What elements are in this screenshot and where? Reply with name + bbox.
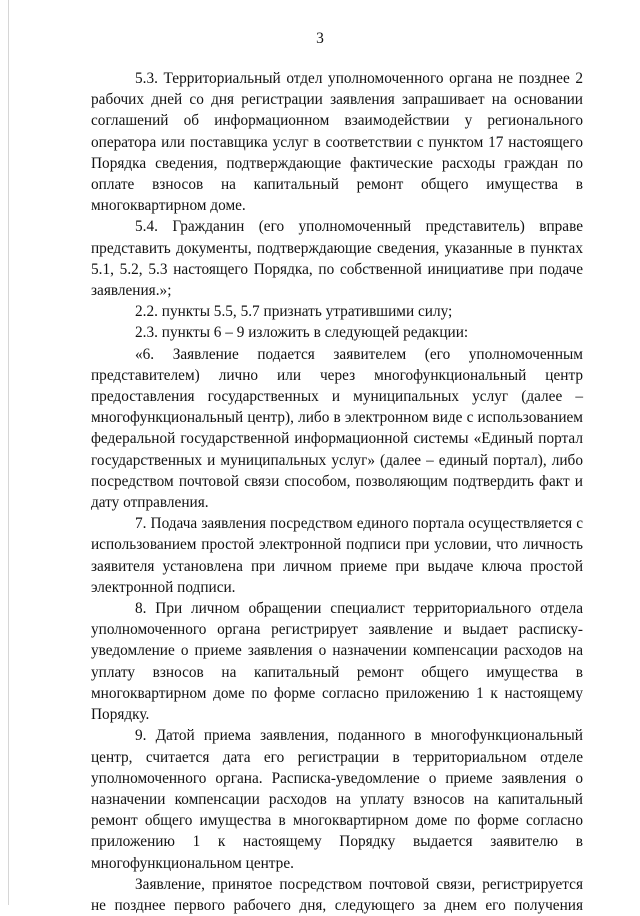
paragraph-8: 8. При личном обращении специалист территориального отдела уполномоченного органа регистрирует заявление и выдает расписку-уведомление о приеме заявления о назначении компенсации расходов на уплату взносов на капитальный ремонт общего имущества в многоквартирном доме по форме согласно приложению 1 к настоящему Порядку. (91, 600, 583, 724)
page-number: 3 (316, 30, 324, 47)
paragraph-postal: Заявление, принятое посредством почтовой связи, регистрируется не позднее первого рабочего дня, следующего за днем его получения (91, 875, 583, 914)
scan-edge-line (8, 0, 9, 905)
paragraph-5-3: 5.3. Территориальный отдел уполномоченного органа не позднее 2 рабочих дней со дня регистрации заявления запрашивает на основании соглашений об информационном взаимодействии у регионального оператора или поставщика услуг в соответствии с пунктом 17 настоящего Порядка сведения, подтверждающие фактические расходы граждан по оплате взносов на капитальный ремонт общего имущества в многоквартирном доме. (91, 70, 583, 215)
paragraph-6: «6. Заявление подается заявителем (его уполномоченным представителем) лично или через многофункциональный центр предоставления государственных и муниципальных услуг (далее – многофункциональный центр), либо в электронном виде с использованием федеральной государственной информационной системы «Единый портал государственных и муниципальных услуг» (далее – единый портал), либо посредством почтовой связи способом, позволяющим подтвердить факт и дату отправления. (91, 345, 583, 512)
paragraph-2-2: 2.2. пункты 5.5, 5.7 признать утратившими силу; (135, 303, 453, 321)
document-body (91, 68, 583, 916)
paragraph-5-4: 5.4. Гражданин (его уполномоченный представитель) вправе представить документы, подтверждающие сведения, указанные в пунктах 5.1, 5.2, 5.3 настоящего Порядка, по собственной инициативе при подаче заявления.»; (91, 218, 583, 300)
paragraph-2-3: 2.3. пункты 6 – 9 изложить в следующей редакции: (135, 324, 469, 342)
paragraph-7: 7. Подача заявления посредством единого портала осуществляется с использованием простой электронной подписи при условии, что личность заявителя установлена при личном приеме при выдаче ключа простой электронной подписи. (91, 515, 583, 596)
paragraph-9: 9. Датой приема заявления, поданного в многофункциональный центр, считается дата его регистрации в территориальном отделе уполномоченного органа. Расписка-уведомление о приеме заявления о назначении компенсации расходов на уплату взносов на капитальный ремонт общего имущества в многоквартирном доме по форме согласно приложению 1 к настоящему Порядку выдается заявителю в многофункциональном центре. (91, 727, 583, 872)
